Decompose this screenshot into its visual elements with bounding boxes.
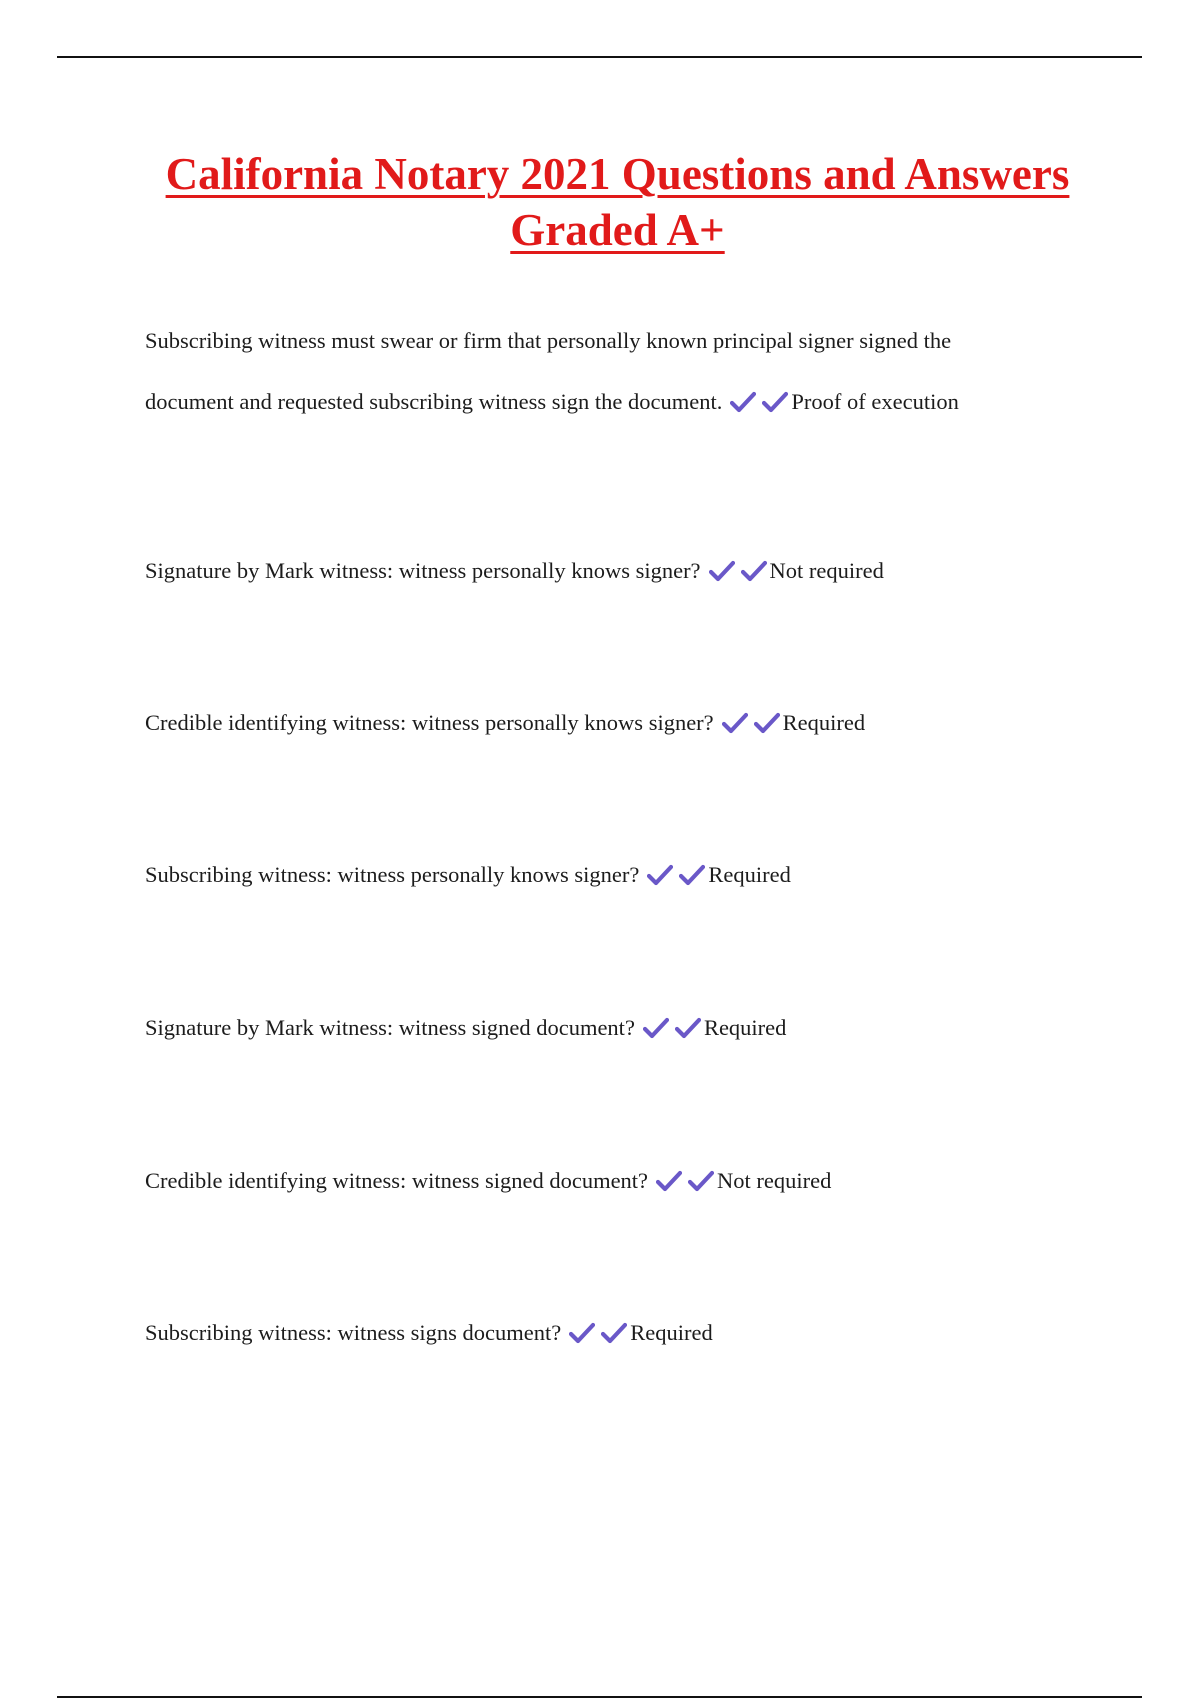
check-icon [730, 391, 756, 413]
question-text: Subscribing witness: witness personally knows signer? [145, 862, 640, 887]
answer-text: Required [782, 710, 866, 735]
answer-checkmarks [656, 1154, 715, 1215]
qa-item-1 [145, 310, 1045, 436]
answer-checkmarks [722, 696, 781, 757]
answer-text: Not required [769, 558, 884, 583]
answer-checkmarks [730, 375, 789, 436]
check-icon [741, 560, 767, 582]
answer-text: Not required [717, 1168, 832, 1193]
check-icon [722, 712, 748, 734]
check-icon [656, 1170, 682, 1192]
qa-item-7 [145, 1302, 1045, 1367]
check-icon [688, 1170, 714, 1192]
check-icon [679, 864, 705, 886]
qa-item-2 [145, 540, 1045, 605]
check-icon [754, 712, 780, 734]
document-title: California Notary 2021 Questions and Answers Graded A+ [165, 149, 1070, 255]
check-icon [643, 1017, 669, 1039]
answer-checkmarks [647, 848, 706, 909]
answer-text: Proof of execution [791, 389, 959, 414]
check-icon [675, 1017, 701, 1039]
answer-text: Required [708, 862, 791, 887]
answer-text: Required [630, 1320, 713, 1345]
bottom-rule [57, 1696, 1142, 1698]
answer-checkmarks [709, 544, 768, 605]
check-icon [601, 1322, 627, 1344]
check-icon [762, 391, 788, 413]
qa-item-4 [145, 844, 1045, 909]
question-text: Signature by Mark witness: witness personally knows signer? [145, 558, 701, 583]
qa-item-3 [145, 692, 1045, 757]
question-text: Subscribing witness must swear or firm that personally known principal signer signed the document and requested subscribing witness sign the document. [145, 328, 952, 414]
answer-text: Required [703, 1015, 787, 1040]
qa-item-5 [145, 997, 1045, 1062]
check-icon [647, 864, 673, 886]
check-icon [569, 1322, 595, 1344]
answer-checkmarks [569, 1306, 628, 1367]
qa-item-6 [145, 1150, 1045, 1215]
question-text: Credible identifying witness: witness personally knows signer? [145, 710, 714, 735]
check-icon [709, 560, 735, 582]
top-rule [57, 56, 1142, 58]
question-text: Signature by Mark witness: witness signed document? [145, 1015, 635, 1040]
answer-checkmarks [643, 1001, 702, 1062]
question-text: Credible identifying witness: witness signed document? [145, 1168, 649, 1193]
question-text: Subscribing witness: witness signs document? [145, 1320, 562, 1345]
